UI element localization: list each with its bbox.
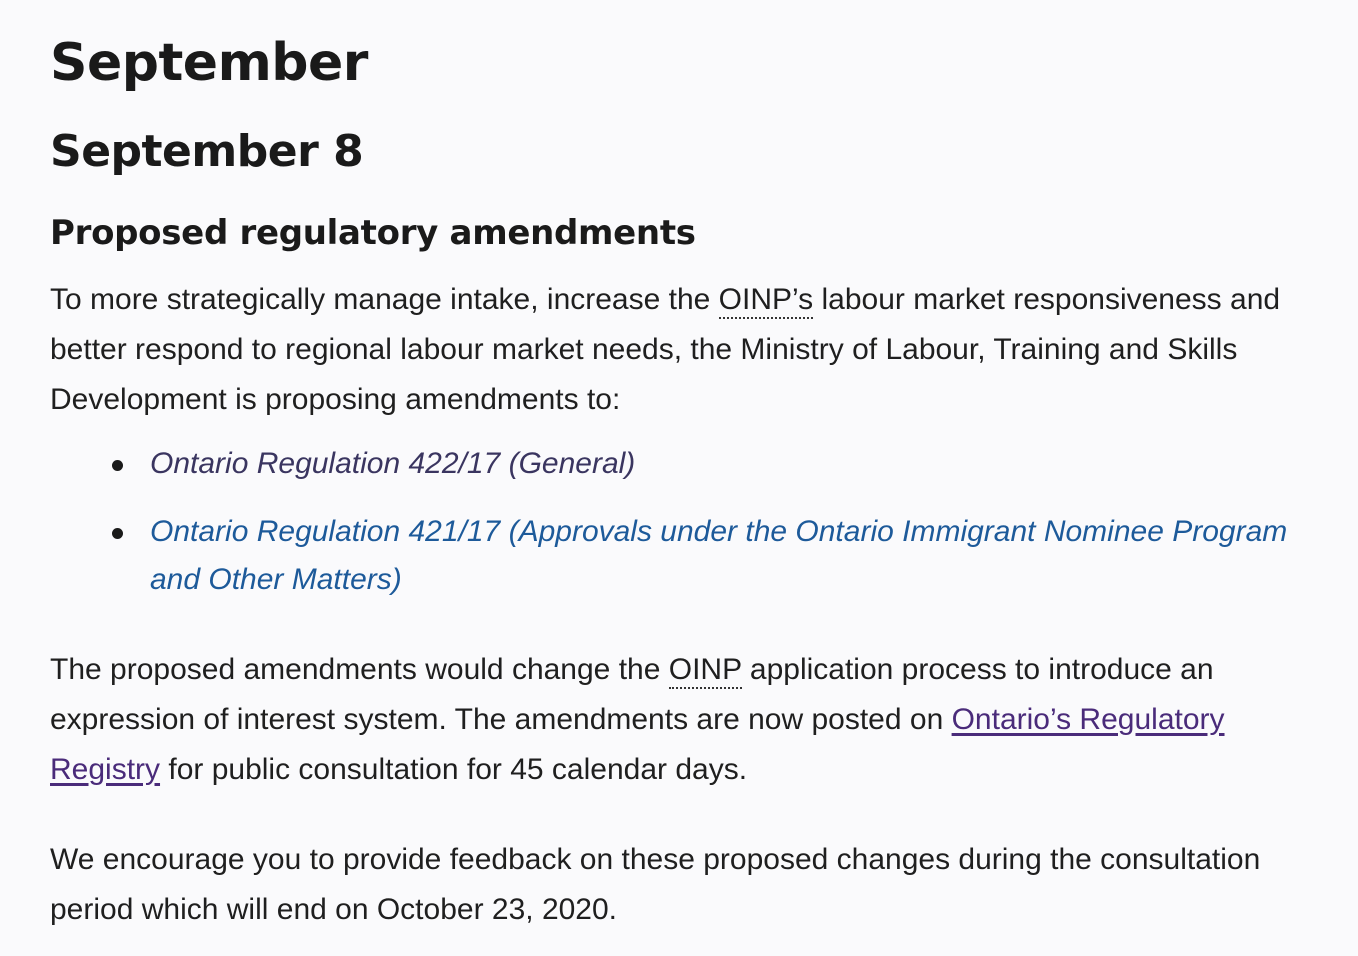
intro-text-start: To more strategically manage intake, increase the bbox=[50, 283, 719, 316]
regulation-422-link[interactable]: Ontario Regulation 422/17 (General) bbox=[150, 447, 636, 480]
proposal-text-end: for public consultation for 45 calendar days. bbox=[160, 753, 748, 786]
list-item bbox=[150, 508, 1330, 604]
intro-text-end: labour market responsiveness and better respond to regional labour market needs, the Ministry of Labour, Training and Skills Development is proposing amendments to: bbox=[50, 283, 1281, 416]
oinp-abbreviation[interactable]: OINP’s bbox=[719, 283, 813, 319]
proposal-paragraph bbox=[50, 645, 1340, 795]
oinp-abbreviation[interactable]: OINP bbox=[669, 653, 742, 689]
bullet-icon bbox=[112, 528, 123, 539]
date-heading: September 8 bbox=[50, 126, 364, 177]
regulation-421-link[interactable]: Ontario Regulation 421/17 (Approvals under the Ontario Immigrant Nominee Program and Other Matters) bbox=[150, 515, 1288, 596]
regulatory-registry-link[interactable]: Ontario’s Regulatory Registry bbox=[50, 703, 1225, 786]
proposal-text-middle: application process to introduce an expression of interest system. The amendments are now posted on bbox=[50, 653, 1214, 736]
proposal-text-start: The proposed amendments would change the bbox=[50, 653, 669, 686]
bullet-icon bbox=[112, 460, 123, 471]
section-heading: Proposed regulatory amendments bbox=[50, 213, 696, 253]
feedback-paragraph: We encourage you to provide feedback on these proposed changes during the consultation period which will end on October 23, 2020. bbox=[50, 843, 1261, 926]
intro-paragraph bbox=[50, 275, 1340, 425]
regulations-list bbox=[110, 440, 1330, 624]
month-heading: September bbox=[50, 33, 368, 93]
list-item bbox=[150, 440, 1330, 488]
